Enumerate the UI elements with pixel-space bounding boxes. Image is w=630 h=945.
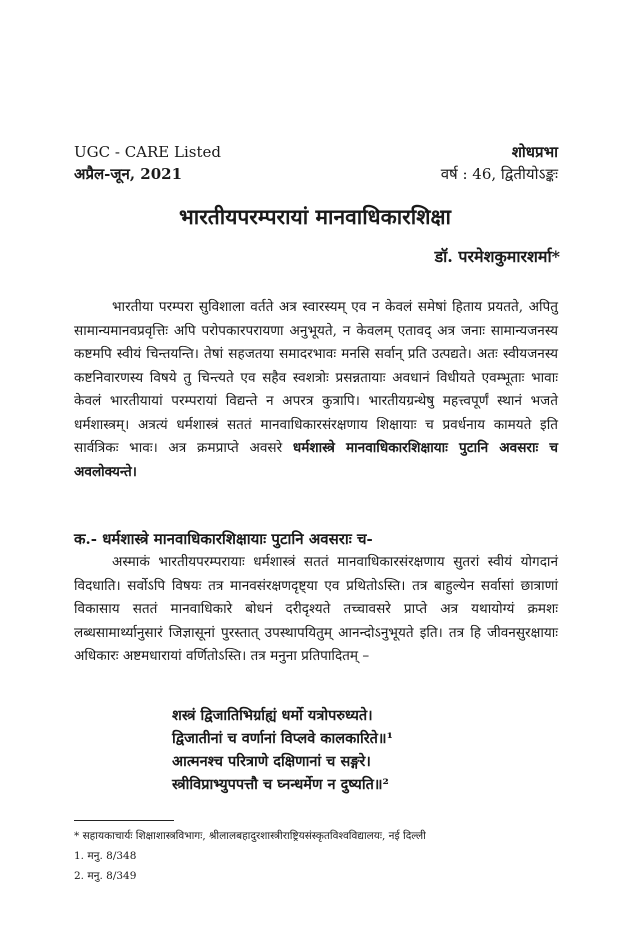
journal-header-right bbox=[441, 141, 558, 185]
footnotes bbox=[74, 826, 564, 886]
verse-line: द्विजातीनां च वर्णानां विप्लवे कालकारिते॥¹ bbox=[172, 730, 393, 747]
ugc-care-label: UGC - CARE Listed bbox=[74, 143, 221, 161]
footnote-2: 2. मनु. 8/349 bbox=[74, 870, 137, 882]
verse-quote bbox=[172, 704, 393, 796]
section-paragraph: अस्माकं भारतीयपरम्परायाः धर्मशास्त्रं सततं मानवाधिकारसंरक्षणाय सुतरां स्वीयं योगदानं विदधाति। सर्वोऽपि विषयः तत्र मानवसंरक्षणदृष्ट्या एव प्रथितोऽस्ति। तत्र बाहुल्येन सर्वासां छात्राणां विकासाय सततं मानवाधिकारे बोधनं दरीदृश्यते तच्चावसरे प्राप्ते अत्र यथायोग्यं क्रमशः लब्धसामार्थ्यानुसारं जिज्ञासूनां पुरस्तात् उपस्थापयितुम् आनन्दोऽनुभूयते इति। तत्र हि जीवनसुरक्षायाः अधिकारः अष्टमधारायां वर्णितोऽस्ति। तत्र मनुना प्रतिपादितम् – bbox=[74, 554, 558, 664]
issue-months: अप्रैल-जून, 2021 bbox=[74, 165, 183, 183]
verse-line: स्त्रीविप्राभ्युपपत्तौ च घ्नन्धर्मेण न दुष्यति॥² bbox=[172, 776, 389, 793]
journal-name: शोधप्रभा bbox=[511, 143, 558, 161]
intro-paragraph-bold: धर्मशास्त्रे मानवाधिकारशिक्षायाः पुटानि अवसराः च अवलोक्यन्ते। bbox=[74, 440, 558, 480]
section-heading: क.- धर्मशास्त्रे मानवाधिकारशिक्षायाः पुटानि अवसराः च- bbox=[74, 530, 373, 548]
volume-issue: वर्ष : 46, द्वितीयोऽङ्कः bbox=[440, 165, 558, 183]
journal-header-left bbox=[74, 141, 221, 185]
article-title: भारतीयपरम्परायां मानवाधिकारशिक्षा bbox=[179, 204, 451, 229]
author-name: डॉ. परमेशकुमारशर्मा* bbox=[434, 247, 560, 266]
footnote-1: 1. मनु. 8/348 bbox=[74, 850, 137, 862]
verse-line: आत्मनश्च परित्राणे दक्षिणानां च सङ्गरे। bbox=[172, 753, 371, 770]
footnote-affiliation: * सहायकाचार्यः शिक्षाशास्त्रविभागः, श्रीलालबहादुरशास्त्रीराष्ट्रियसंस्कृतविश्वविद्यालयः, नई दिल्ली bbox=[74, 830, 426, 842]
intro-paragraph bbox=[74, 296, 558, 484]
footnote-divider bbox=[74, 820, 174, 821]
verse-line: शस्त्रं द्विजातिभिर्ग्राह्यं धर्मो यत्रोपरुध्यते। bbox=[172, 707, 373, 724]
intro-paragraph-text: भारतीया परम्परा सुविशाला वर्तते अत्र स्वारस्यम् एव न केवलं समेषां हिताय प्रयतते, अपितु सामान्यमानवप्रवृत्तिः अपि परोपकारपरायणा अनुभूयते, न केवलम् एतावद् अत्र जनाः सामान्यजनस्य कष्टमपि स्वीयं चिन्तयन्ति। तेषां सहजतया समादरभावः मनसि सर्वान् प्रति उत्पद्यते। अतः स्वीयजनस्य कष्टनिवारणस्य विषये तु चिन्त्यते एव सहैव स्वशत्रोः प्रसन्नतायाः अवधानं विधीयते एवम्भूताः भावाः केवलं भारतीयायां परम्परायां विद्यन्ते न अपरत्र कुत्रापि। भारतीयग्रन्थेषु महत्त्वपूर्णं स्थानं भजते धर्मशास्त्रम्। अत्रत्यं धर्मशास्त्रं सततं मानवाधिकारसंरक्षणाय शिक्षायाः च प्रवर्धनाय कामयते इति सार्वत्रिकः भावः। अत्र क्रमप्राप्ते अवसरे bbox=[74, 299, 558, 456]
